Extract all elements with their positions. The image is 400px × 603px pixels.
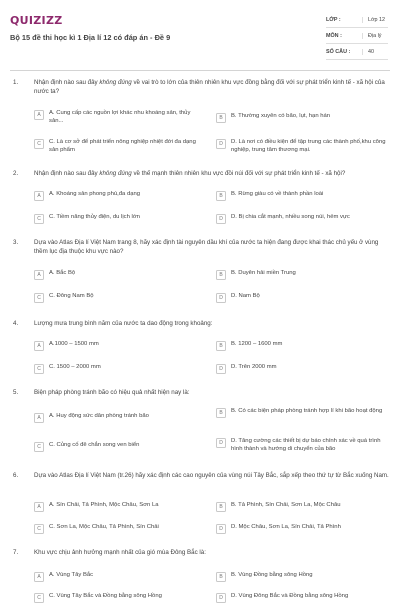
- option-text: A. Vùng Tây Bắc: [49, 572, 94, 578]
- option-c[interactable]: [34, 442, 204, 452]
- option-text: C. 1500 – 2000 mm: [49, 364, 101, 370]
- option-letter-box: B: [216, 408, 226, 418]
- option-a[interactable]: [34, 572, 204, 582]
- option-b[interactable]: [216, 408, 386, 418]
- question-number: 3.: [13, 239, 19, 246]
- question-number: 2.: [13, 170, 19, 177]
- option-c[interactable]: [34, 139, 204, 154]
- option-letter-box: B: [216, 502, 226, 512]
- option-b[interactable]: [216, 270, 386, 280]
- meta-row-count: [326, 44, 388, 60]
- option-c[interactable]: [34, 293, 204, 303]
- option-text: D. Vùng Đông Bắc và Đồng bằng sông Hồng: [231, 593, 349, 599]
- option-letter-box: C: [34, 442, 44, 452]
- question-number: 4.: [13, 320, 19, 327]
- option-letter-box: C: [34, 214, 44, 224]
- option-d[interactable]: [216, 364, 386, 374]
- option-text: B. Tả Phình, Sín Chải, Sơn La, Mộc Châu: [231, 502, 341, 508]
- option-text: B. 1200 – 1600 mm: [231, 341, 283, 347]
- option-text: C. Củng cố đê chắn song ven biển: [49, 442, 140, 448]
- option-b[interactable]: [216, 113, 386, 123]
- option-d[interactable]: [216, 214, 386, 224]
- option-d[interactable]: [216, 438, 386, 453]
- option-letter-box: B: [216, 341, 226, 351]
- option-letter-box: D: [216, 139, 226, 149]
- option-d[interactable]: [216, 593, 386, 603]
- option-text: D. Nam Bộ: [231, 293, 260, 299]
- option-letter-box: C: [34, 293, 44, 303]
- question-text: Nhận định nào sau đây không đúng về vai trò to lớn của thiên nhiên khu vực đồng bằng đối với sự phát triển kinh tế - xã hội của nước ta?: [34, 79, 385, 95]
- option-letter-box: B: [216, 113, 226, 123]
- option-letter-box: D: [216, 364, 226, 374]
- emphasis: không đúng: [99, 170, 132, 177]
- option-letter-box: B: [216, 270, 226, 280]
- option-letter-box: C: [34, 593, 44, 603]
- question-text: Lượng mưa trung bình năm của nước ta dao động trong khoảng:: [34, 320, 213, 327]
- option-a[interactable]: [34, 110, 204, 125]
- option-text: D. Là nơi có điều kiện để tập trung các thành phố,khu công nghiệp, trung tâm thương mại.: [231, 139, 386, 153]
- option-text: A. Cung cấp các nguồn lợi khác nhu khoáng sản, thủy sản...: [49, 110, 191, 124]
- question-number: 5.: [13, 389, 19, 396]
- option-c[interactable]: [34, 524, 204, 534]
- meta-label: LỚP :: [326, 16, 341, 23]
- option-letter-box: D: [216, 593, 226, 603]
- question-number: 6.: [13, 472, 19, 479]
- option-letter-box: A: [34, 572, 44, 582]
- option-a[interactable]: [34, 502, 204, 512]
- option-text: B. Vùng Đồng bằng sông Hồng: [231, 572, 313, 578]
- option-text: B. Có các biện pháp phòng tránh hợp lí khi bão hoạt động: [231, 408, 383, 414]
- option-d[interactable]: [216, 524, 386, 534]
- option-letter-box: D: [216, 438, 226, 448]
- option-a[interactable]: [34, 191, 204, 201]
- option-letter-box: A: [34, 341, 44, 351]
- option-text: D. Mộc Châu, Sơn La, Sín Chải, Tả Phình: [231, 524, 341, 530]
- meta-label: MÔN :: [326, 32, 342, 39]
- option-letter-box: C: [34, 524, 44, 534]
- option-letter-box: A: [34, 191, 44, 201]
- meta-value: Địa lý: [362, 33, 388, 39]
- option-letter-box: B: [216, 572, 226, 582]
- question-text: Biện pháp phòng tránh bão có hiệu quả nhất hiện nay là:: [34, 389, 190, 396]
- question-number: 1.: [13, 79, 19, 86]
- question-text: Nhận định nào sau đây không đúng về thế mạnh thiên nhiên khu vực đồi núi đối với sự phát triển kinh tế - xã hội?: [34, 170, 346, 177]
- option-text: A. Sín Chải, Tả Phình, Mộc Châu, Sơn La: [49, 502, 159, 508]
- option-text: C. Đông Nam Bộ: [49, 293, 94, 299]
- option-b[interactable]: [216, 572, 386, 582]
- option-letter-box: C: [34, 139, 44, 149]
- option-a[interactable]: [34, 341, 204, 351]
- option-a[interactable]: [34, 413, 204, 423]
- quizizz-logo: QUIZIZZ: [10, 14, 63, 27]
- option-text: C. Vùng Tây Bắc và Đồng bằng sông Hồng: [49, 593, 162, 599]
- option-d[interactable]: [216, 293, 386, 303]
- option-text: C. Sơn La, Mộc Châu, Tả Phình, Sín Chải: [49, 524, 159, 530]
- meta-value: 40: [362, 49, 388, 55]
- option-text: C. Tiềm năng thủy điện, du lịch lớn: [49, 214, 140, 220]
- option-text: D. Tăng cường các thiết bị dự báo chính xác về quá trình hình thành và hướng di chuyển của bão: [231, 438, 381, 452]
- option-text: A.1000 – 1500 mm: [49, 341, 99, 347]
- option-a[interactable]: [34, 270, 204, 280]
- option-b[interactable]: [216, 502, 386, 512]
- question-text: Dựa vào Atlas Địa lí Việt Nam trang 8, hãy xác định tài nguyên dầu khí của nước ta hiện đang được khai thác chủ yếu ở vùng thềm lục địa thuộc khu vực nào?: [34, 239, 379, 255]
- option-text: B. Rừng giàu có về thành phần loài: [231, 191, 324, 197]
- option-letter-box: A: [34, 502, 44, 512]
- option-b[interactable]: [216, 341, 386, 351]
- option-text: D. Bị chia cắt mạnh, nhiều song núi, hẻm vực: [231, 214, 350, 220]
- worksheet-title: Bộ 15 đề thi học kì 1 Địa lí 12 có đáp án - Đề 9: [10, 33, 171, 42]
- option-text: B. Duyên hải miền Trung: [231, 270, 296, 276]
- option-text: A. Khoáng sản phong phú,đa dạng: [49, 191, 141, 197]
- worksheet-header: [0, 0, 400, 62]
- option-text: A. Bắc Bộ: [49, 270, 76, 276]
- option-text: B. Thường xuyên có bão, lụt, hạn hán: [231, 113, 331, 119]
- meta-row-class: [326, 12, 388, 28]
- option-text: C. Là cơ sở để phát triển nông nghiệp nhiệt đới đa dạng sản phẩm: [49, 139, 196, 153]
- option-c[interactable]: [34, 593, 204, 603]
- question-text: Khu vực chịu ảnh hưởng mạnh nhất của gió mùa Đông Bắc là:: [34, 549, 206, 556]
- option-letter-box: B: [216, 191, 226, 201]
- question-number: 7.: [13, 549, 19, 556]
- option-letter-box: D: [216, 214, 226, 224]
- option-letter-box: D: [216, 293, 226, 303]
- option-letter-box: C: [34, 364, 44, 374]
- meta-row-subject: [326, 28, 388, 44]
- header-divider: [10, 70, 390, 71]
- option-text: A. Huy động sức dân phòng tránh bão: [49, 413, 149, 419]
- option-c[interactable]: [34, 364, 204, 374]
- question-text: Dựa vào Atlas Địa lí Việt Nam (tr.26) hãy xác định các cao nguyên của vùng núi Tây Bắc, sắp xếp theo thứ tự từ Bắc xuống Nam.: [34, 472, 389, 479]
- option-letter-box: D: [216, 524, 226, 534]
- meta-label: SỐ CÂU :: [326, 48, 351, 55]
- worksheet-meta: [326, 12, 388, 60]
- option-letter-box: A: [34, 413, 44, 423]
- option-c[interactable]: [34, 214, 204, 224]
- option-letter-box: A: [34, 270, 44, 280]
- emphasis: không đúng: [99, 79, 132, 86]
- meta-value: Lớp 12: [362, 17, 388, 23]
- option-text: D. Trên 2000 mm: [231, 364, 277, 370]
- option-d[interactable]: [216, 139, 386, 154]
- option-letter-box: A: [34, 110, 44, 120]
- option-b[interactable]: [216, 191, 386, 201]
